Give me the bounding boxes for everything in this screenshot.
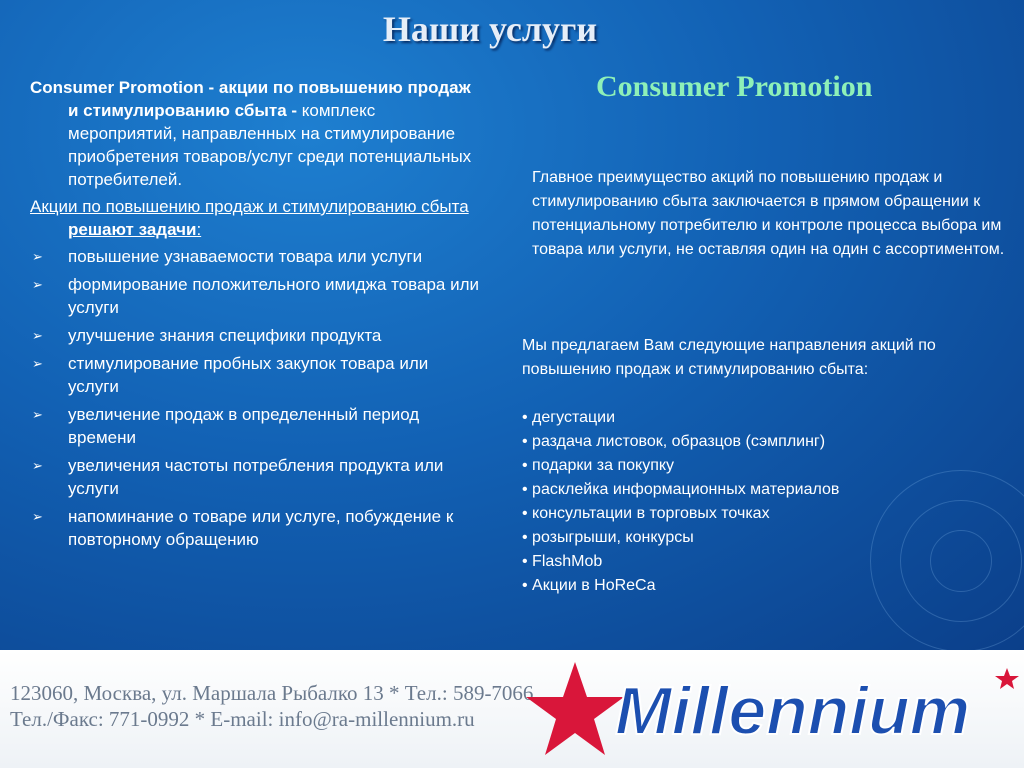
list-item-text: формирование положительного имиджа товара или услуги xyxy=(68,275,480,317)
list-item xyxy=(30,454,482,500)
footer-band xyxy=(0,650,1024,768)
offer-intro: Мы предлагаем Вам следующие направления акций по повышению продаж и стимулированию сбыта: xyxy=(522,337,936,378)
slide-title: Наши услуги xyxy=(382,9,598,49)
list-item-text: стимулирование пробных закупок товара или услуги xyxy=(68,354,429,396)
list-item-text: напоминание о товаре или услуге, побуждение к повторному обращению xyxy=(68,507,454,549)
tasks-list xyxy=(30,245,482,551)
intro-text: комплекс мероприятий, направленных на стимулирование приобретения товаров/услуг среди потенциальных потребителей. xyxy=(68,101,472,189)
list-item: • подарки за покупку xyxy=(522,457,675,474)
tasks-paragraph xyxy=(30,195,482,241)
list-item: • раздача листовок, образцов (сэмплинг) xyxy=(522,433,826,450)
arrow-bullet-icon: ➢ xyxy=(32,458,43,473)
list-item xyxy=(30,245,482,268)
millennium-logo xyxy=(520,660,1020,760)
tasks-suffix: : xyxy=(196,220,202,239)
arrow-bullet-icon: ➢ xyxy=(32,509,43,524)
list-item: • Акции в HoReCa xyxy=(522,577,656,594)
list-item: • консультации в торговых точках xyxy=(522,505,770,522)
arrow-bullet-icon: ➢ xyxy=(32,356,43,371)
list-item-text: улучшение знания специфики продукта xyxy=(68,326,382,345)
arrow-bullet-icon: ➢ xyxy=(32,249,43,264)
list-item: • расклейка информационных материалов xyxy=(522,481,840,498)
small-star-icon xyxy=(995,668,1019,689)
tasks-bold: решают задачи xyxy=(68,220,197,239)
offer-block xyxy=(522,334,992,598)
offer-list xyxy=(522,406,992,598)
list-item: • FlashMob xyxy=(522,553,603,570)
list-item xyxy=(30,403,482,449)
arrow-bullet-icon: ➢ xyxy=(32,407,43,422)
list-item-text: увеличения частоты потребления продукта или услуги xyxy=(68,456,444,498)
list-item xyxy=(30,352,482,398)
right-heading: Consumer Promotion xyxy=(596,70,873,103)
contact-info xyxy=(10,680,533,732)
contact-line: Тел./Факс: 771-0992 * E-mail: info@ra-millennium.ru xyxy=(10,707,475,731)
left-column xyxy=(30,76,482,556)
intro-bold-text: Consumer Promotion - акции по повышению продаж и стимулированию сбыта - xyxy=(30,78,471,120)
advantage-paragraph: Главное преимущество акций по повышению продаж и стимулированию сбыта заключается в прямом обращении к потенциальному потребителю и контроле процесса выбора им товара или услуги, не оставляя один на один с ассортиментом. xyxy=(532,169,1005,258)
list-item xyxy=(30,505,482,551)
list-item-text: повышение узнаваемости товара или услуги xyxy=(68,247,423,266)
arrow-bullet-icon: ➢ xyxy=(32,277,43,292)
red-star-icon xyxy=(526,662,624,755)
tasks-prefix: Акции по повышению продаж и стимулированию сбыта xyxy=(30,197,469,216)
address-line: 123060, Москва, ул. Маршала Рыбалко 13 * Тел.: 589-7066 xyxy=(10,681,534,705)
list-item xyxy=(30,273,482,319)
intro-paragraph xyxy=(30,76,482,191)
list-item: • розыгрыши, конкурсы xyxy=(522,529,694,546)
list-item: • дегустации xyxy=(522,409,616,426)
list-item xyxy=(30,324,482,347)
list-item-text: увеличение продаж в определенный период времени xyxy=(68,405,420,447)
logo-text: Millennium xyxy=(615,673,971,749)
arrow-bullet-icon: ➢ xyxy=(32,328,43,343)
